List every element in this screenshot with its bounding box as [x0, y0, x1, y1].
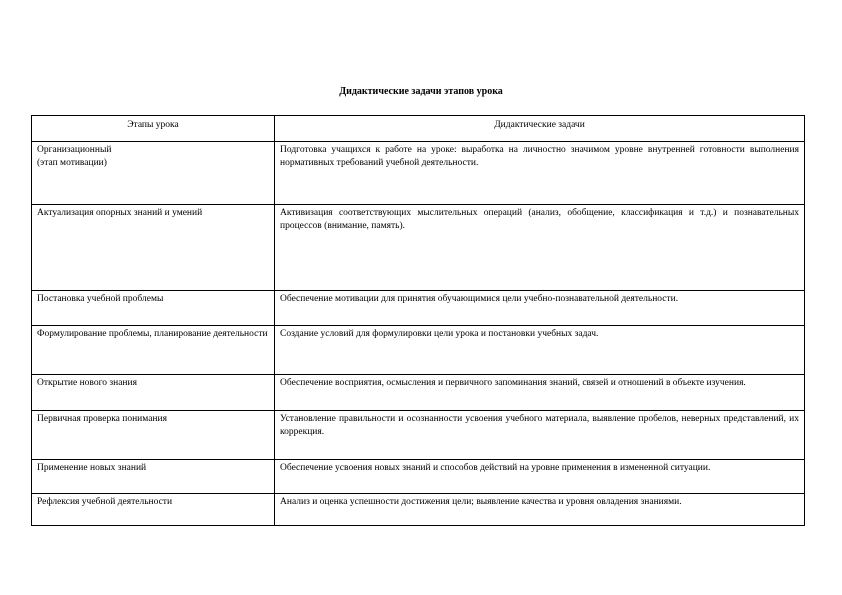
table-row — [32, 460, 805, 494]
task-cell: Обеспечение мотивации для принятия обучающимися цели учебно-познавательной деятельности. — [275, 291, 805, 326]
task-cell: Обеспечение восприятия, осмысления и первичного запоминания знаний, связей и отношений в объекте изучения. — [275, 375, 805, 411]
stage-cell — [32, 142, 275, 205]
table-row — [32, 291, 805, 326]
lesson-stages-table — [31, 115, 805, 526]
task-cell: Установление правильности и осознанности усвоения учебного материала, выявление пробелов, неверных представлений, их коррекция. — [275, 411, 805, 460]
stage-note: (этап мотивации) — [37, 157, 107, 168]
stage-cell: Актуализация опорных знаний и умений — [32, 205, 275, 291]
table-row — [32, 205, 805, 291]
task-cell: Создание условий для формулировки цели урока и постановки учебных задач. — [275, 326, 805, 375]
column-header-stages: Этапы урока — [32, 116, 275, 142]
table-row — [32, 326, 805, 375]
table-row — [32, 494, 805, 526]
column-header-tasks: Дидактические задачи — [275, 116, 805, 142]
stage-cell: Рефлексия учебной деятельности — [32, 494, 275, 526]
task-cell: Обеспечение усвоения новых знаний и способов действий на уровне применения в измененной ситуации. — [275, 460, 805, 494]
document-title: Дидактические задачи этапов урока — [339, 86, 503, 97]
table-header-row — [32, 116, 805, 142]
task-cell: Подготовка учащихся к работе на уроке: выработка на личностно значимом уровне внутренней готовности выполнения нормативных требований учебной деятельности. — [275, 142, 805, 205]
task-cell: Активизация соответствующих мыслительных операций (анализ, обобщение, классификация и т.д.) и познавательных процессов (внимание, память). — [275, 205, 805, 291]
stage-cell: Применение новых знаний — [32, 460, 275, 494]
stage-cell: Открытие нового знания — [32, 375, 275, 411]
stage-cell: Первичная проверка понимания — [32, 411, 275, 460]
table-row — [32, 142, 805, 205]
table-row — [32, 411, 805, 460]
stage-name: Организационный — [37, 145, 112, 155]
stage-cell: Постановка учебной проблемы — [32, 291, 275, 326]
stage-cell: Формулирование проблемы, планирование деятельности — [32, 326, 275, 375]
table-row — [32, 375, 805, 411]
task-cell: Анализ и оценка успешности достижения цели; выявление качества и уровня овладения знаниями. — [275, 494, 805, 526]
